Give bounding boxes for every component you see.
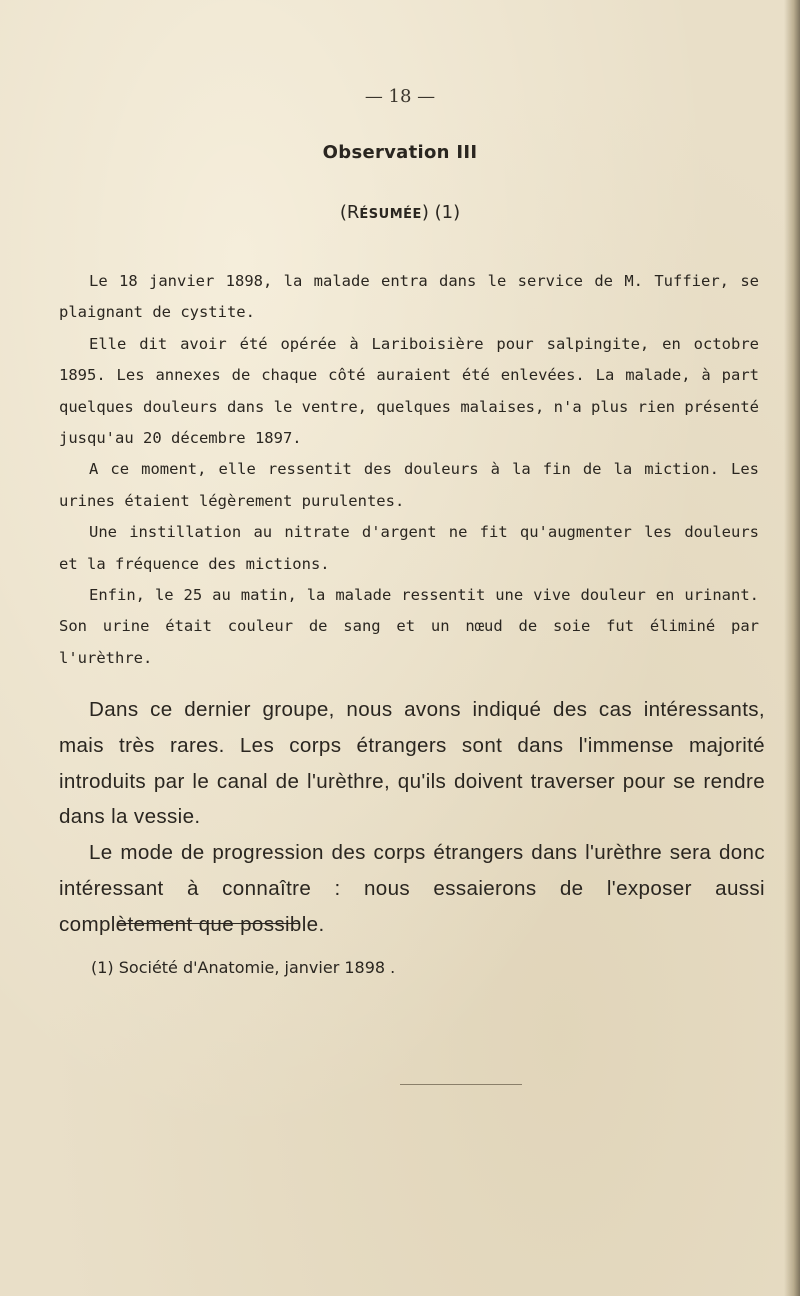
case-paragraph: Enfin, le 25 au matin, la malade ressentit une vive douleur en urinant. Son urine était couleur de sang et un nœud de soie fut éliminé par l'urèthre.: [59, 586, 759, 667]
main-paragraph: Dans ce dernier groupe, nous avons indiqué des cas intéressants, mais très rares. Les corps étrangers sont dans l'immense majorité introduits par le canal de l'urèthre, qu'ils doivent traverser pour se rendre dans la vessie.: [59, 698, 765, 829]
bottom-rule: [400, 1084, 522, 1085]
subtitle-open: (R: [339, 202, 360, 223]
main-paragraph: Le mode de progression des corps étrangers dans l'urèthre sera donc intéressant à connaître : nous essaierons de l'exposer aussi complètement que possible.: [59, 841, 765, 936]
subtitle-close: ) (1): [421, 202, 461, 223]
footnote: (1) Société d'Anatomie, janvier 1898 .: [91, 958, 396, 977]
observation-title: Observation III: [322, 142, 478, 163]
case-paragraph: Elle dit avoir été opérée à Lariboisière pour salpingite, en octobre 1895. Les annexes de chaque côté auraient été enlevées. La malade, à part quelques douleurs dans le ventre, quelques malaises, n'a plus rien présenté jusqu'au 20 décembre 1897.: [59, 334, 759, 448]
page-number: — 18 —: [364, 86, 436, 107]
case-paragraph: Le 18 janvier 1898, la malade entra dans le service de M. Tuffier, se plaignant de cystite.: [59, 272, 759, 322]
subtitle-smallcaps: ÉSUMÉE: [359, 207, 422, 222]
case-paragraph: A ce moment, elle ressentit des douleurs à la fin de la miction. Les urines étaient légèrement purulentes.: [59, 460, 759, 510]
main-text: [59, 692, 765, 943]
footnote-divider: [118, 923, 300, 924]
observation-subtitle: [0, 202, 800, 223]
case-paragraph: Une instillation au nitrate d'argent ne fit qu'augmenter les douleurs et la fréquence des mictions.: [59, 523, 759, 573]
case-summary: [59, 266, 759, 674]
page-edge-shadow: [784, 0, 800, 1296]
